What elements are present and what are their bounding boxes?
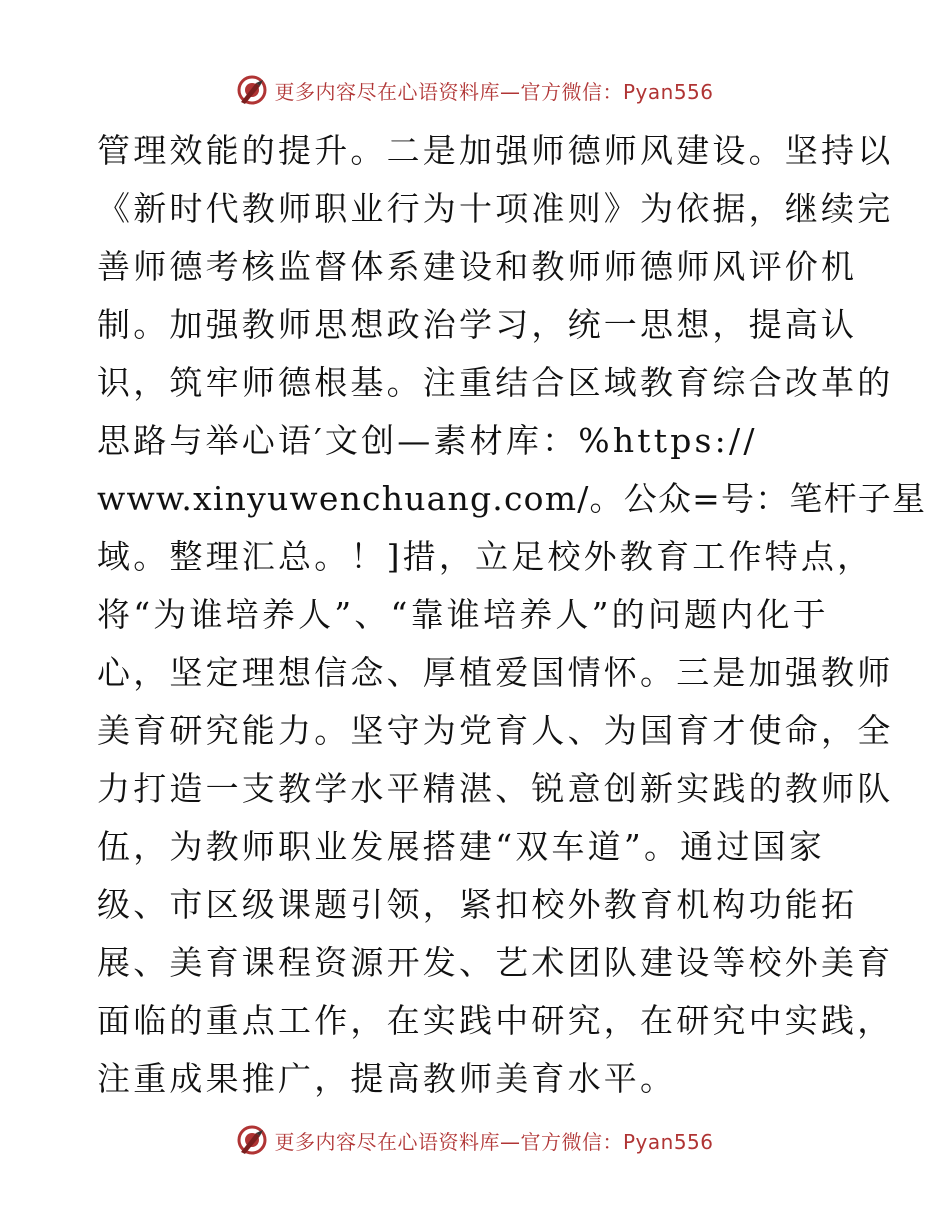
body-line: 美育研究能力。坚守为党育人、为国育才使命，全 — [97, 711, 894, 750]
banner-text-main: 更多内容尽在心语资料库—官方微信： — [274, 1129, 623, 1154]
banner-text — [274, 1126, 713, 1155]
document-body — [97, 122, 927, 1108]
banner-text-main: 更多内容尽在心语资料库—官方微信： — [274, 79, 623, 104]
footer-banner — [0, 1120, 950, 1160]
pen-logo-icon — [236, 1124, 268, 1156]
body-line: 心，坚定理想信念、厚植爱国情怀。三是加强教师 — [97, 653, 894, 692]
pen-logo-icon — [236, 74, 268, 106]
body-line: 伍，为教师职业发展搭建“双车道”。通过国家 — [97, 827, 825, 866]
body-line: 域。整理汇总。！]措，立足校外教育工作特点， — [97, 537, 874, 576]
body-line: 制。加强教师思想政治学习，统一思想，提高认 — [97, 305, 858, 344]
body-line: 识，筑牢师德根基。注重结合区域教育综合改革的 — [97, 363, 894, 402]
wechat-handle: Pyan556 — [622, 1129, 714, 1154]
body-line-url: www.xinyuwenchuang.com/。公众=号：笔杆子星 — [97, 479, 927, 518]
header-banner — [0, 70, 950, 110]
body-line: 面临的重点工作，在实践中研究，在研究中实践， — [97, 1001, 894, 1040]
body-line: 《新时代教师职业行为十项准则》为依据，继续完 — [97, 189, 894, 228]
body-line: 管理效能的提升。二是加强师德师风建设。坚持以 — [97, 131, 894, 170]
wechat-handle: Pyan556 — [622, 79, 714, 104]
body-line: 展、美育课程资源开发、艺术团队建设等校外美育 — [97, 943, 894, 982]
body-line: 级、市区级课题引领，紧扣校外教育机构功能拓 — [97, 885, 858, 924]
banner-text — [274, 76, 713, 105]
body-line: 将“为谁培养人”、“靠谁培养人”的问题内化于 — [97, 595, 829, 634]
body-line: 注重成果推广，提高教师美育水平。 — [97, 1059, 677, 1098]
body-line: 思路与举心语′文创—素材库：%https:// — [97, 421, 758, 460]
body-line: 善师德考核监督体系建设和教师师德师风评价机 — [97, 247, 858, 286]
body-line: 力打造一支教学水平精湛、锐意创新实践的教师队 — [97, 769, 894, 808]
